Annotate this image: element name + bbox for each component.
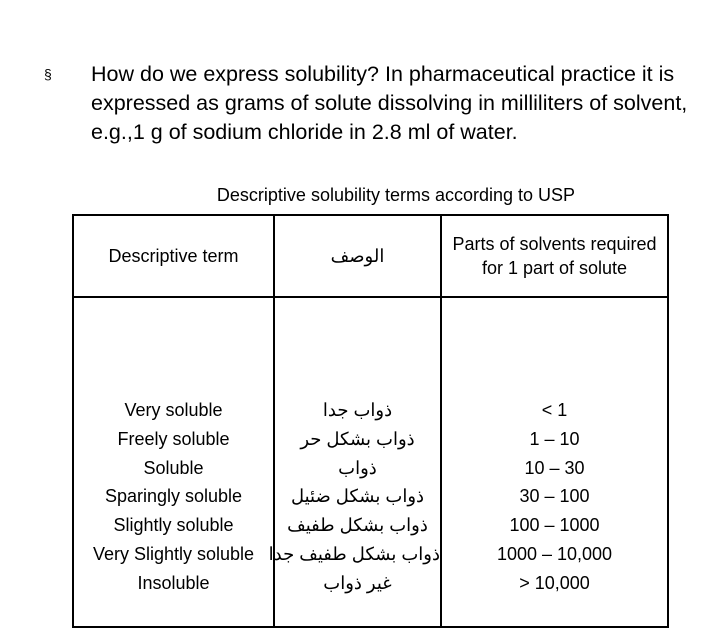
term-column [73, 297, 274, 627]
term-cell: Freely soluble [117, 428, 230, 449]
arabic-cell: ذواب بشكل ضئيل [290, 486, 425, 507]
term-cell: Very Slightly soluble [92, 543, 255, 564]
arabic-cell: ذواب بشكل طفيف [287, 515, 428, 536]
term-cell: Slightly soluble [113, 515, 234, 536]
arabic-cell: ذواب بشكل حر [300, 428, 415, 449]
header-arabic-description: الوصف [274, 215, 441, 297]
header-descriptive-term: Descriptive term [73, 215, 274, 297]
term-cell: Sparingly soluble [104, 486, 243, 507]
parts-cell: 1 – 10 [529, 428, 580, 449]
term-cell: Soluble [143, 457, 204, 478]
parts-cell: 1000 – 10,000 [496, 543, 613, 564]
term-cell: Insoluble [137, 572, 210, 593]
table-body-row [73, 297, 668, 627]
bullet-symbol: § [44, 66, 52, 82]
parts-cell: 10 – 30 [524, 457, 585, 478]
table-header-row [73, 215, 668, 297]
parts-cell: > 10,000 [519, 572, 590, 593]
parts-cell: 100 – 1000 [509, 515, 600, 536]
arabic-cell: ذواب بشكل طفيف جدا [268, 543, 440, 564]
solubility-table [72, 214, 669, 628]
arabic-cell: ذواب جدا [322, 400, 393, 420]
arabic-column [268, 297, 441, 627]
parts-cell: 30 – 100 [519, 486, 590, 507]
arabic-cell: غير ذواب [323, 572, 392, 593]
parts-cell: < 1 [541, 400, 568, 420]
parts-column [441, 297, 668, 627]
intro-paragraph: How do we express solubility? In pharmaceutical practice it is expressed as grams of solute dissolving in milliliters of solvent, e.g.,1 g of sodium chloride in 2.8 ml of water. [91, 62, 688, 144]
table-caption: Descriptive solubility terms according to USP [216, 185, 576, 205]
header-parts-of-solvent: Parts of solvents required for 1 part of solute [441, 215, 668, 297]
term-cell: Very soluble [124, 400, 223, 420]
arabic-cell: ذواب [338, 457, 377, 478]
